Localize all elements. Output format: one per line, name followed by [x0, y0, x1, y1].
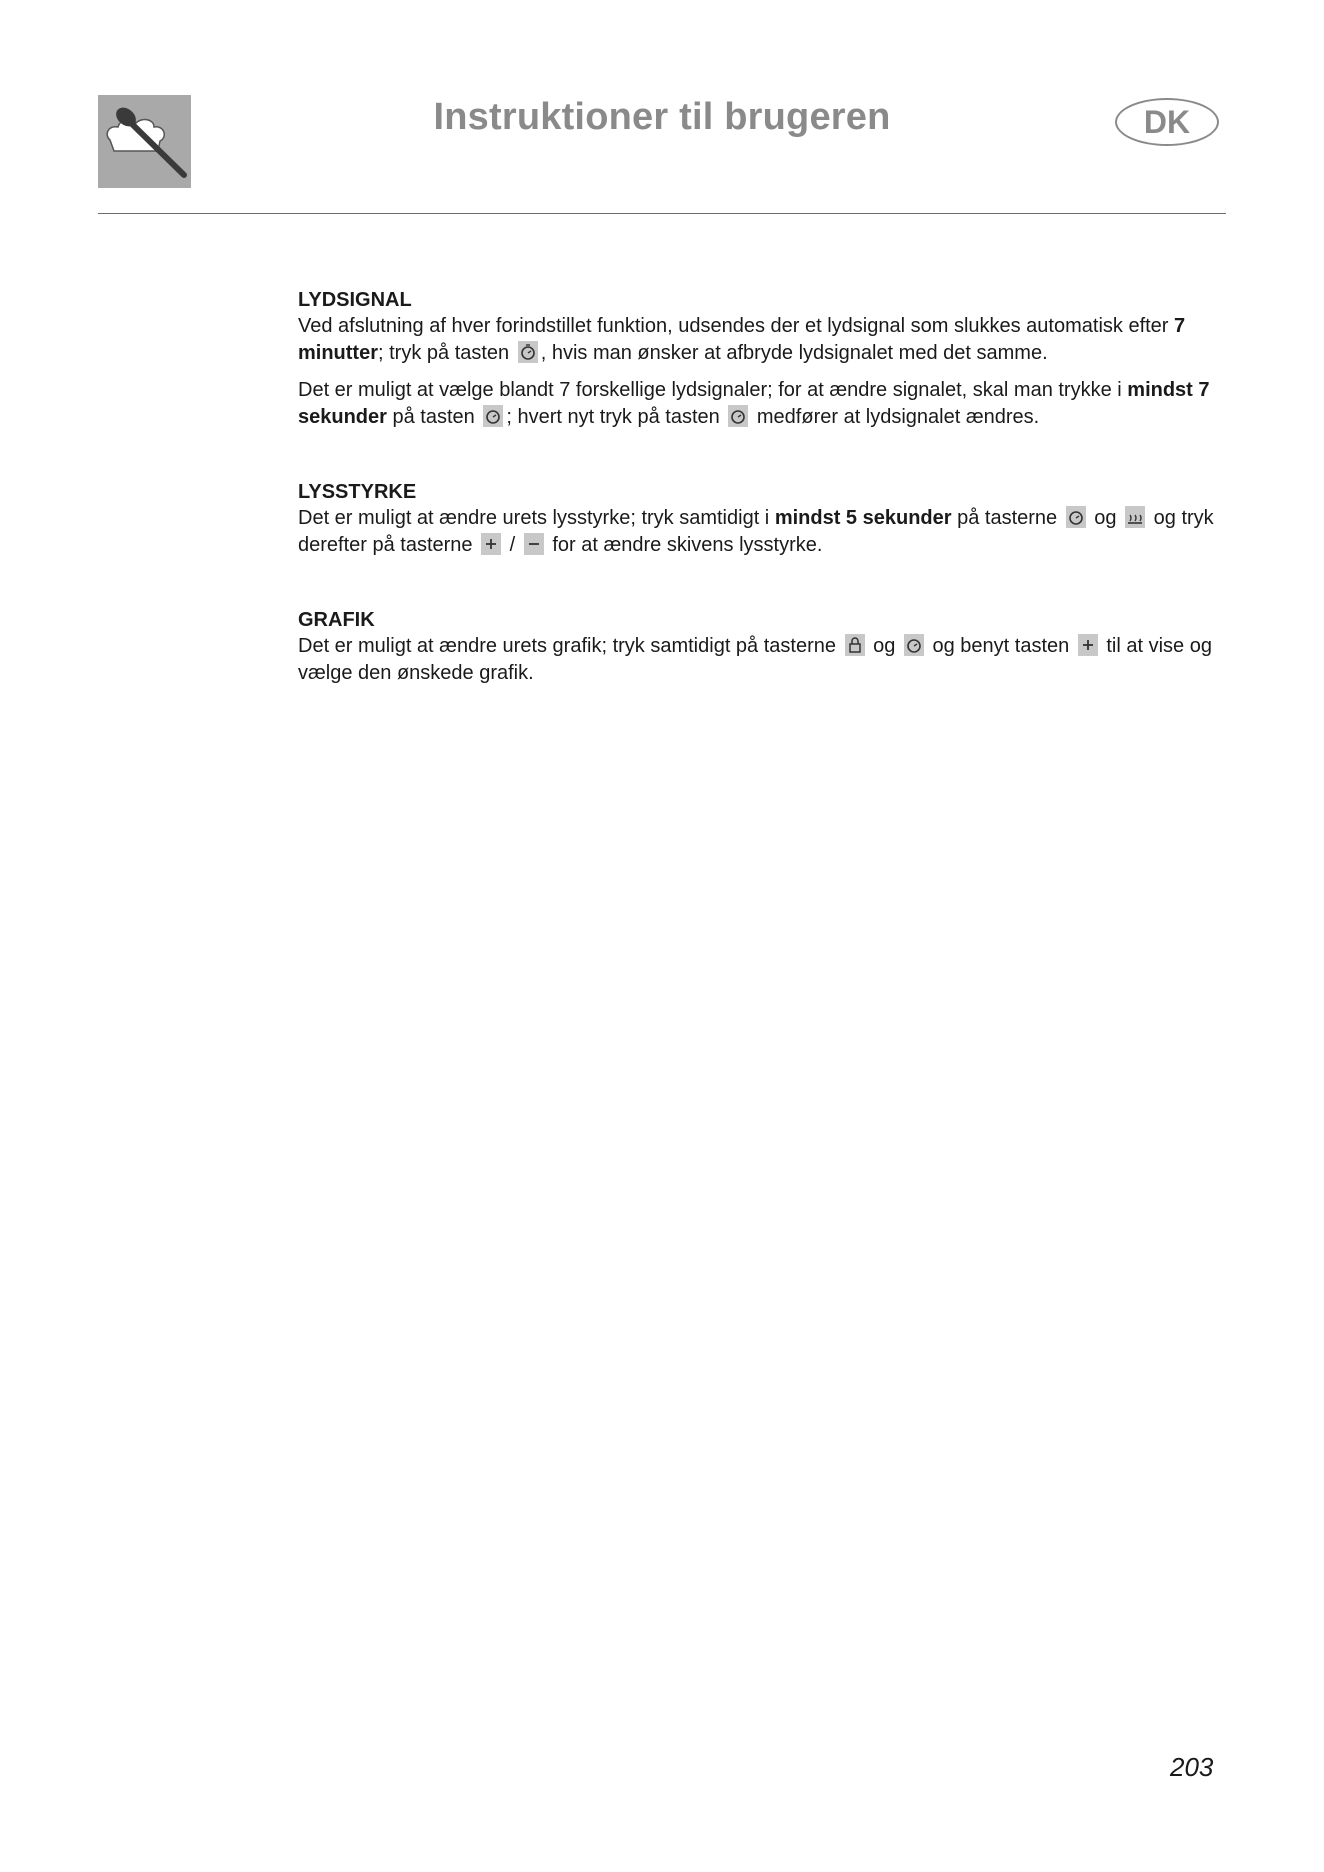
minus-key-icon [524, 533, 544, 555]
section-grafik [298, 607, 1223, 687]
timer-key-icon [728, 405, 748, 427]
section-heading: LYDSIGNAL [298, 289, 412, 311]
steam-key-icon [1125, 506, 1145, 528]
timer-key-icon [483, 405, 503, 427]
section-lydsignal [298, 287, 1223, 431]
page-title: Instruktioner til brugeren [433, 96, 891, 138]
paragraph: Ved afslutning af hver forindstillet funktion, udsendes der et lydsignal som slukkes automatisk efter 7 minutter; tryk på tasten , hvis man ønsker at afbryde lydsignalet med det samme. [298, 315, 1186, 364]
section-heading: LYSSTYRKE [298, 481, 417, 503]
timer-key-icon [904, 634, 924, 656]
header-divider [98, 213, 1226, 214]
lock-key-icon [845, 634, 865, 656]
section-heading: GRAFIK [298, 609, 375, 631]
section-lysstyrke [298, 479, 1223, 559]
paragraph: Det er muligt at ændre urets grafik; tryk samtidigt på tasterne og og benyt tasten til at vise og vælge den ønskede grafik. [298, 635, 1212, 684]
paragraph: Det er muligt at vælge blandt 7 forskellige lydsignaler; for at ændre signalet, skal man trykke i mindst 7 sekunder på tasten ; hvert nyt tryk på tasten medfører at lydsignalet ændres. [298, 379, 1210, 428]
paragraph: Det er muligt at ændre urets lysstyrke; tryk samtidigt i mindst 5 sekunder på tasterne og og tryk derefter på tasterne / for at ændre skivens lysstyrke. [298, 507, 1214, 556]
plus-key-icon [1078, 634, 1098, 656]
timer-key-icon [1066, 506, 1086, 528]
timer-key-icon [518, 341, 538, 363]
page-number: 203 [1170, 1752, 1214, 1782]
instructions-content [298, 287, 1223, 735]
plus-key-icon [481, 533, 501, 555]
country-badge: DK [1115, 98, 1219, 146]
